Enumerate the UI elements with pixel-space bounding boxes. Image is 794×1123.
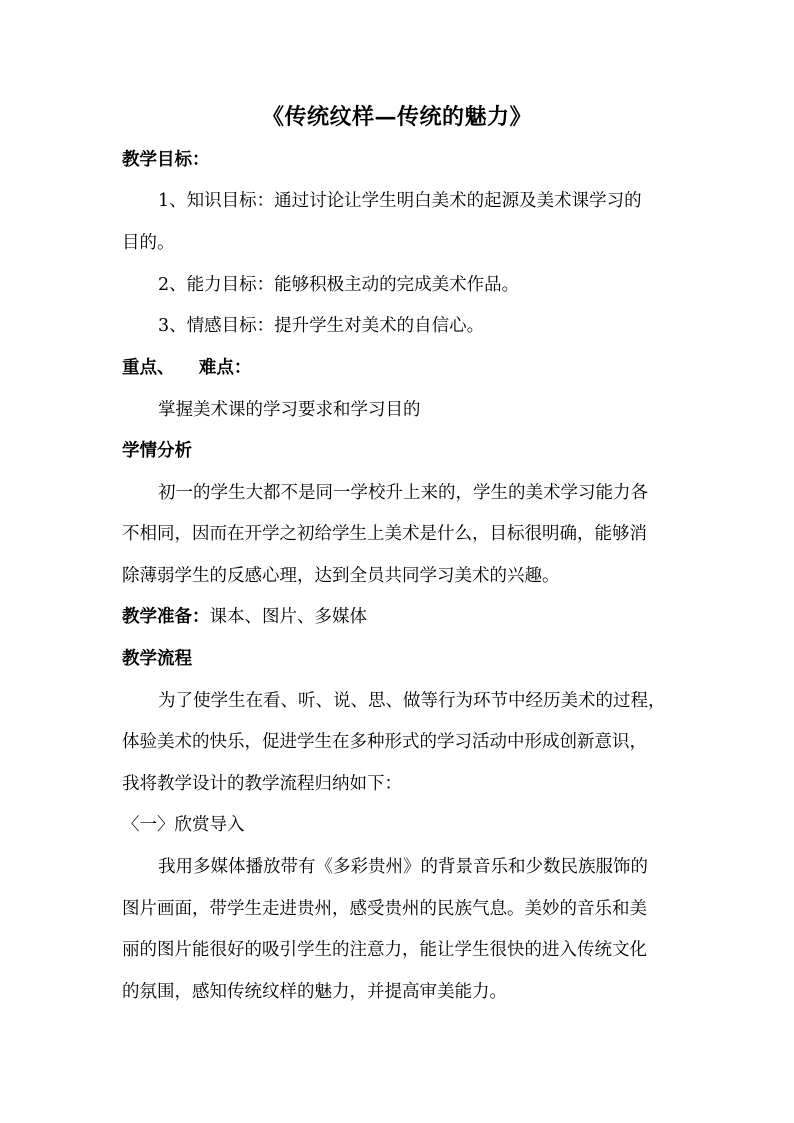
objective-2: 2、能力目标：能够积极主动的完成美术作品。: [158, 275, 520, 295]
step-1-heading: 〈一〉欣赏导入: [122, 815, 245, 835]
document-title: 《传统纹样—传统的魅力》: [261, 104, 532, 130]
step-1-line-4: 的氛围，感知传统纹样的魅力，并提高审美能力。: [122, 982, 507, 1002]
key-points-heading: 重点、 难点：: [122, 358, 252, 378]
objective-1-line-2: 目的。: [122, 233, 175, 253]
objective-1-line-1: 1、知识目标：通过讨论让学生明白美术的起源及美术课学习的: [158, 191, 642, 211]
analysis-line-2: 不相同，因而在开学之初给学生上美术是什么，目标很明确，能够消: [122, 524, 647, 544]
process-line-3: 我将教学设计的教学流程归纳如下：: [122, 774, 402, 794]
step-1-line-3: 丽的图片能很好的吸引学生的注意力，能让学生很快的进入传统文化: [122, 940, 647, 960]
process-line-1: 为了使学生在看、听、说、思、做等行为环节中经历美术的过程，: [158, 691, 666, 711]
preparation-heading: 教学准备：: [122, 607, 210, 627]
step-1-line-2: 图片画面，带学生走进贵州，感受贵州的民族气息。美妙的音乐和美: [122, 899, 647, 919]
analysis-line-1: 初一的学生大都不是同一学校升上来的，学生的美术学习能力各: [158, 483, 648, 503]
objectives-heading: 教学目标：: [122, 150, 210, 170]
analysis-heading: 学情分析: [122, 441, 192, 461]
process-heading: 教学流程: [122, 649, 192, 669]
preparation-text: 课本、图片、多媒体: [209, 607, 367, 627]
step-1-line-1: 我用多媒体播放带有《多彩贵州》的背景音乐和少数民族服饰的: [158, 857, 648, 877]
preparation-line: [122, 602, 682, 632]
objective-3: 3、情感目标：提升学生对美术的自信心。: [158, 316, 485, 336]
analysis-line-3: 除薄弱学生的反感心理，达到全员共同学习美术的兴趣。: [122, 566, 560, 586]
process-line-2: 体验美术的快乐，促进学生在多种形式的学习活动中形成创新意识，: [122, 732, 647, 752]
key-points-text: 掌握美术课的学习要求和学习目的: [158, 400, 421, 420]
